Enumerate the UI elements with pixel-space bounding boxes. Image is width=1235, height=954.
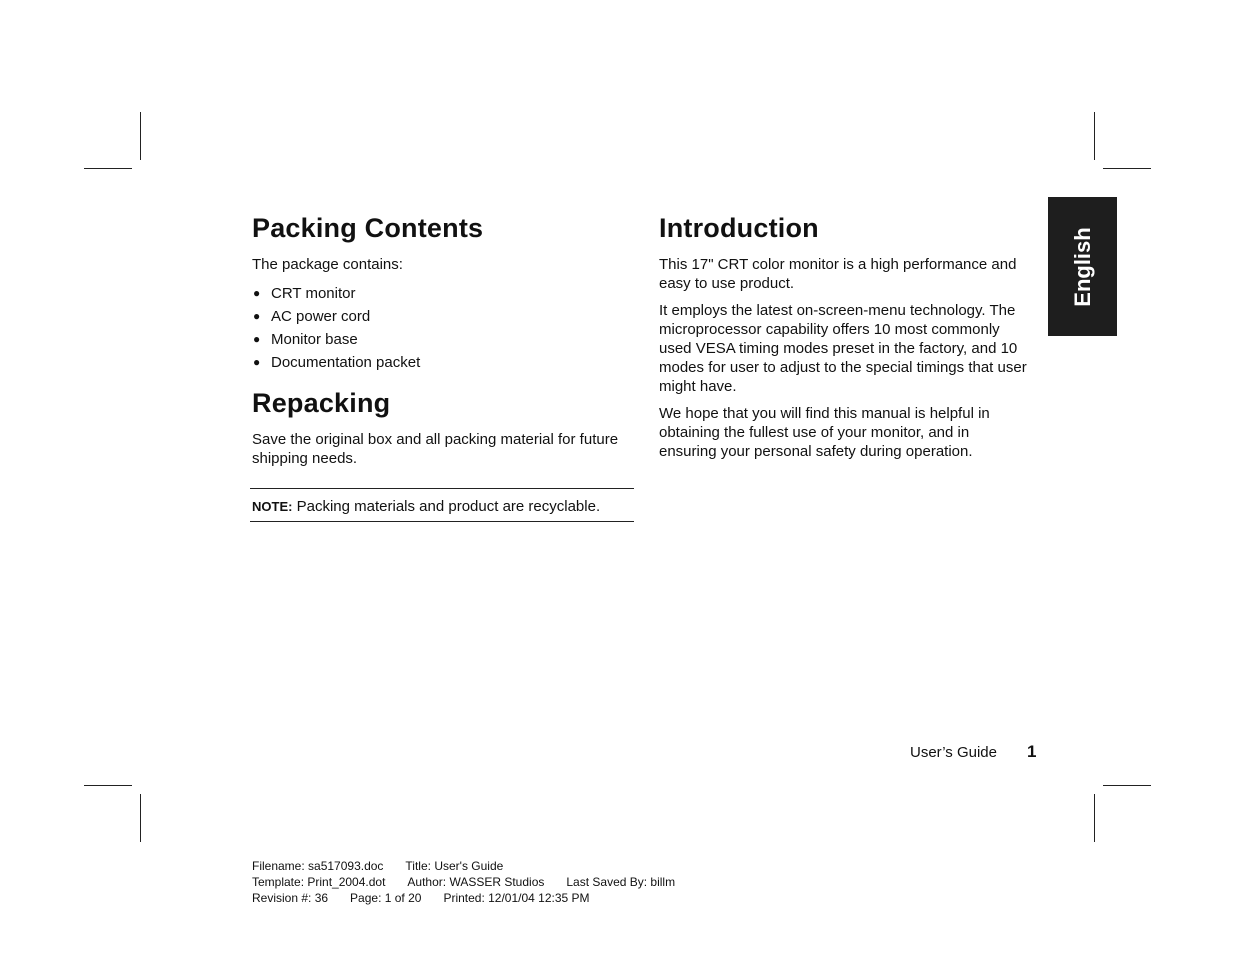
list-item: ● CRT monitor: [253, 285, 356, 302]
bullet-icon: ●: [253, 309, 261, 323]
crop-mark: [1103, 785, 1151, 786]
document-metadata: [252, 858, 697, 906]
meta-revision: Revision #: 36: [252, 891, 329, 905]
packing-contents-heading: Packing Contents: [252, 213, 484, 243]
crop-mark: [140, 794, 141, 842]
note-text: Packing materials and product are recyclable.: [296, 498, 601, 515]
page-number: 1: [1027, 742, 1037, 761]
language-tab-label: English: [1069, 226, 1095, 307]
repacking-heading: Repacking: [252, 388, 391, 418]
meta-title: Title: User's Guide: [405, 859, 504, 873]
crop-mark: [1094, 794, 1095, 842]
footer-guide: User’s Guide: [910, 744, 997, 761]
crop-mark: [1094, 112, 1095, 160]
bullet-icon: ●: [253, 332, 261, 346]
meta-page: Page: 1 of 20: [350, 891, 422, 905]
packing-list: [252, 284, 634, 372]
bullet-icon: ●: [253, 355, 261, 369]
list-item: ● Documentation packet: [253, 354, 421, 371]
introduction-heading: Introduction: [659, 213, 819, 243]
packing-contents-intro: The package contains:: [252, 256, 403, 273]
crop-mark: [140, 112, 141, 160]
crop-mark: [1103, 168, 1151, 169]
meta-filename: Filename: sa517093.doc: [252, 859, 384, 873]
repacking-body: Save the original box and all packing material for future shipping needs.: [252, 431, 619, 467]
meta-last-saved: Last Saved By: billm: [566, 875, 676, 889]
list-item: ● Monitor base: [253, 331, 358, 348]
crop-mark: [84, 168, 132, 169]
right-column: [659, 212, 1029, 461]
intro-paragraph: This 17" CRT color monitor is a high performance and easy to use product.: [659, 256, 1017, 292]
language-tab: [1048, 197, 1117, 336]
intro-paragraph: We hope that you will find this manual is helpful in obtaining the fullest use of your monitor, and in ensuring your personal safety during operation.: [659, 405, 990, 460]
list-item: ● AC power cord: [253, 308, 371, 325]
left-column: [252, 212, 634, 468]
meta-template: Template: Print_2004.dot: [252, 875, 386, 889]
bullet-icon: ●: [253, 286, 261, 300]
crop-mark: [84, 785, 132, 786]
intro-paragraph: It employs the latest on-screen-menu technology. The microprocessor capability offers 10 most commonly used VESA timing modes preset in the factory, and 10 modes for user to adjust to the special timings that user might have.: [659, 302, 1027, 395]
meta-printed: Printed: 12/01/04 12:35 PM: [443, 891, 590, 905]
note-label: NOTE:: [252, 499, 293, 514]
meta-author: Author: WASSER Studios: [407, 875, 545, 889]
note-box: [250, 488, 634, 522]
